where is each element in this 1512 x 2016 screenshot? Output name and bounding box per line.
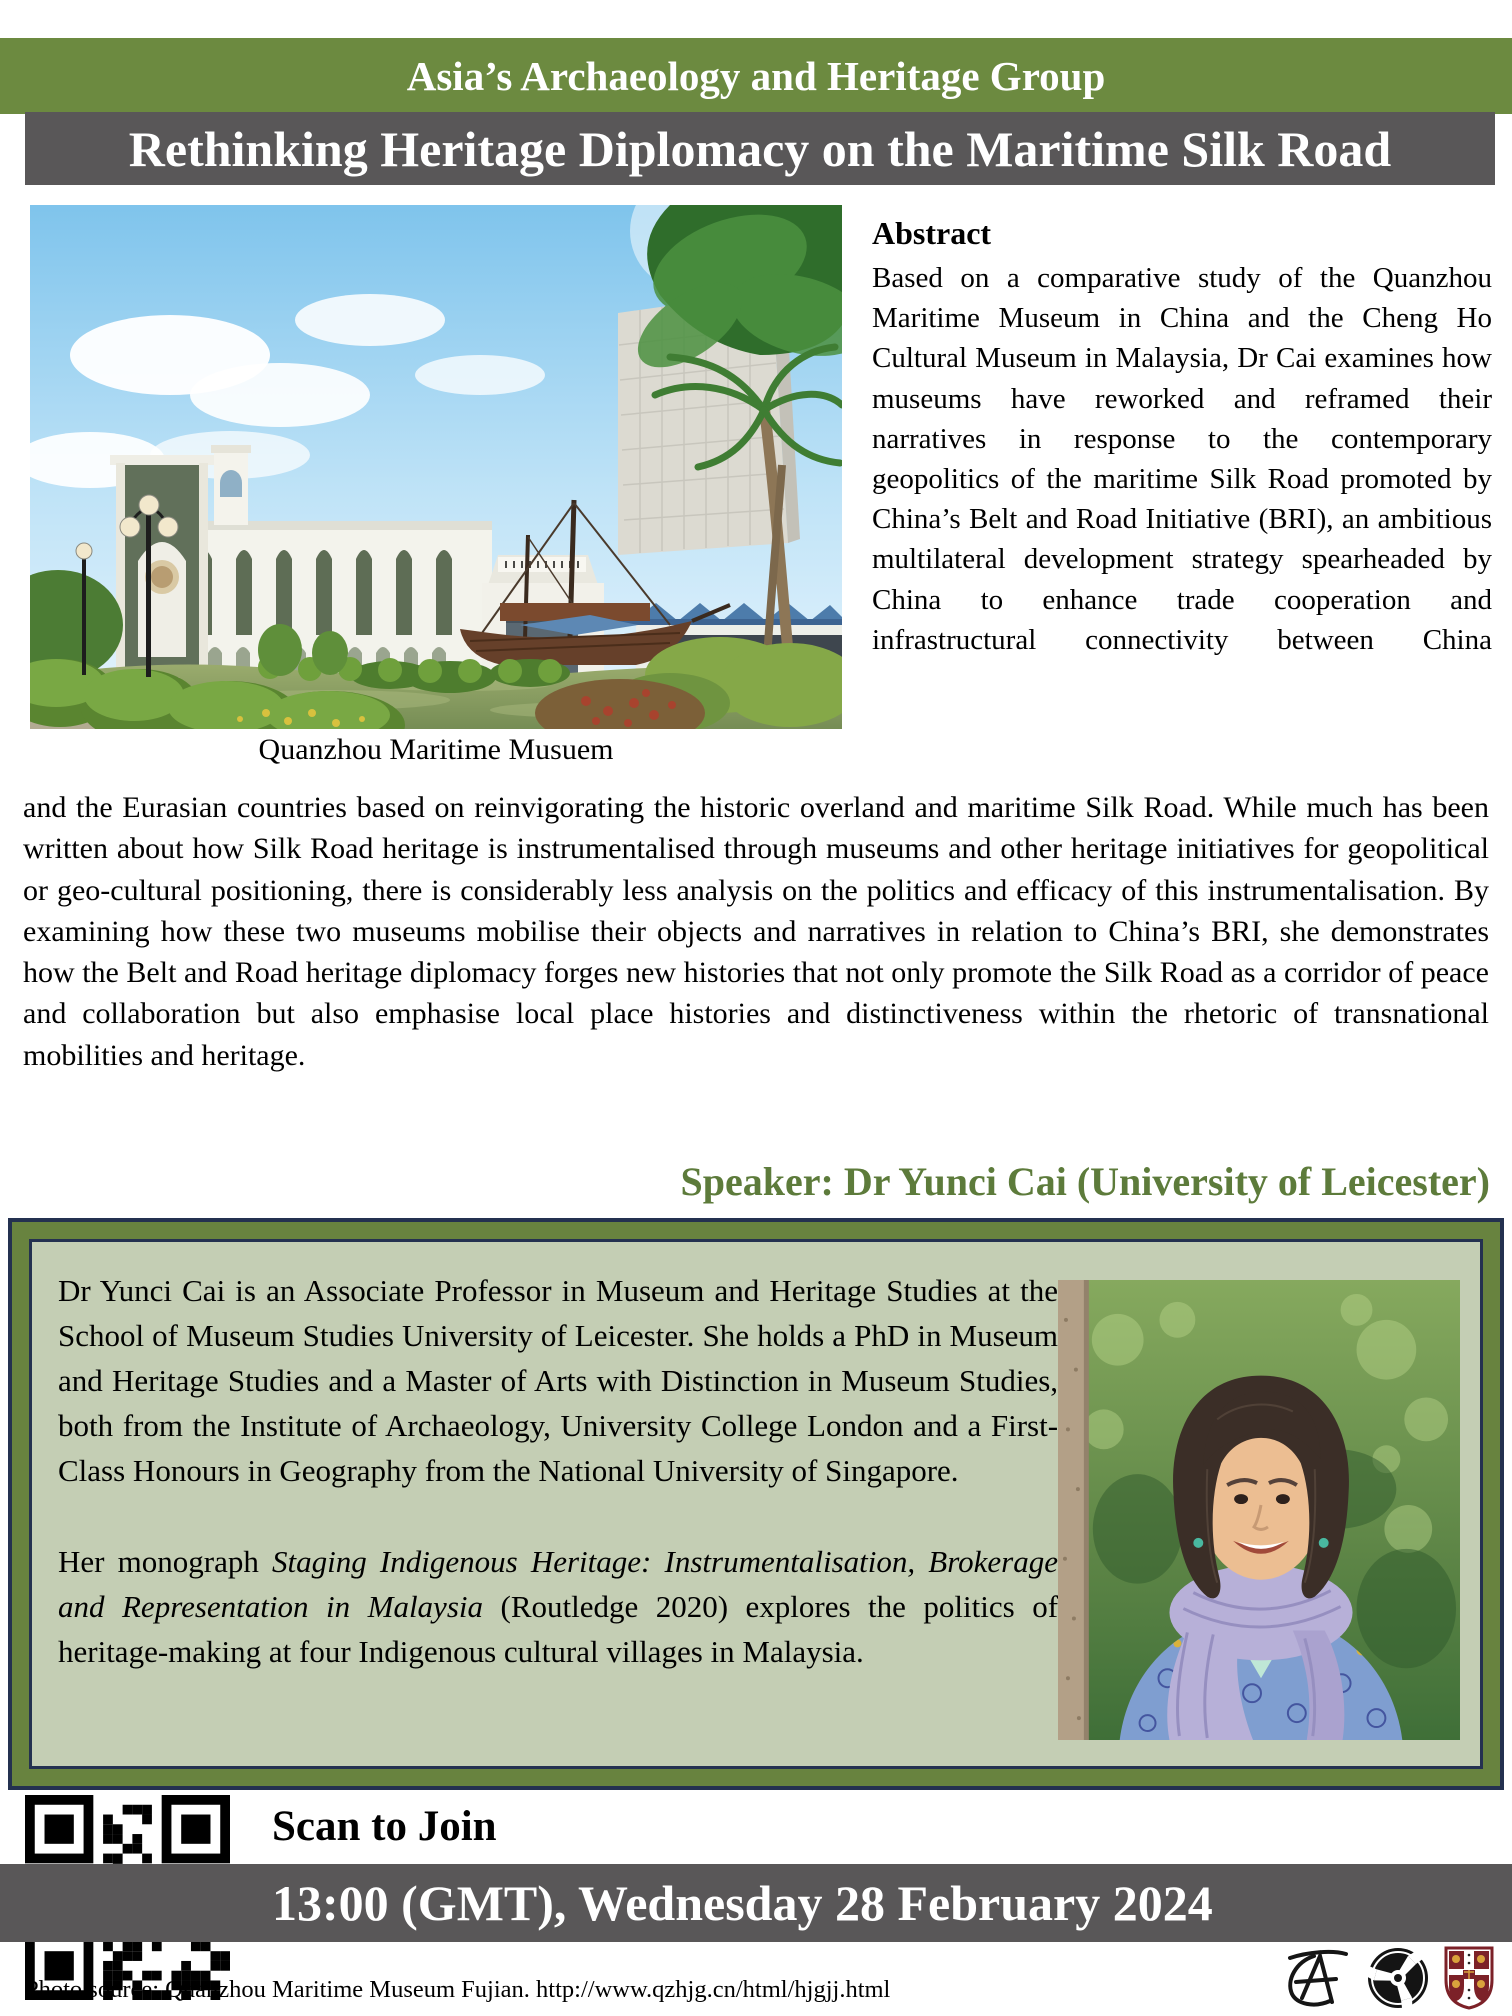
bio-paragraph-2-prefix: Her monograph — [58, 1544, 273, 1579]
bio-paragraph-1: Dr Yunci Cai is an Associate Professor in Museum and Heritage Studies at the School of Museum Studies University of Leicester. She holds a PhD in Museum and Heritage Studies and a Master of Arts with Distinction in Museum Studies, both from the Institute of Archaeology, University College London and a First-Class Honours in Geography from the National University of Singapore. — [58, 1273, 1059, 1488]
logos-row — [1280, 1946, 1494, 2010]
triskelion-icon — [1366, 1946, 1430, 2010]
group-name: Asia’s Archaeology and Heritage Group — [406, 53, 1106, 99]
datetime-bar — [0, 1864, 1512, 1942]
abstract-column-text: Based on a comparative study of the Quanzhou Maritime Museum in China and the Cheng Ho Cultural Museum in Malaysia, Dr Cai examines how museums have reworked and reframed their narratives in response to the contemporary geopolitics of the maritime Silk Road promoted by China’s Belt and Road Initiative (BRI), an ambitious multilateral development strategy spearheaded by China to enhance trade cooperation and infrastructural connectivity between China — [872, 262, 1492, 656]
scan-to-join-label: Scan to Join — [272, 1803, 497, 1850]
speaker-portrait-illustration — [1058, 1280, 1460, 1740]
speaker-photo — [1058, 1280, 1460, 1740]
talk-title-bar — [25, 112, 1495, 185]
abstract-fullwidth-text: and the Eurasian countries based on reinvigorating the historic overland and maritime Silk Road. While much has been written about how Silk Road heritage is instrumentalised through museums and other heritage initiatives for geopolitical or geo-cultural positioning, there is considerably less analysis on the politics and efficacy of this instrumentalisation. By examining how these two museums mobilise their objects and narratives in relation to China’s BRI, she demonstrates how the Belt and Road heritage diplomacy forges new histories that not only promote the Silk Road as a corridor of peace and collaboration but also emphasise local place histories and distinctiveness within the rhetoric of transnational mobilities and heritage. — [23, 791, 1489, 1072]
museum-photo-illustration — [30, 205, 842, 729]
talk-title: Rethinking Heritage Diplomacy on the Maritime Silk Road — [128, 120, 1392, 177]
signature-a-icon — [1280, 1946, 1352, 2010]
photo-caption: Quanzhou Maritime Musuem — [258, 733, 614, 766]
photo-source: Photo source: Quanzhou Maritime Museum Fujian. http://www.qzhjg.cn/html/hjgjj.html — [25, 1976, 891, 2003]
bio-box — [8, 1218, 1504, 1790]
abstract-section — [872, 215, 1492, 660]
cambridge-crest-icon — [1444, 1946, 1494, 2010]
group-header-bar — [0, 38, 1512, 114]
bio-paragraph-2-suffix: (Routledge 2020) explores the politics of heritage-making at four Indigenous cultural villages in Malaysia. — [58, 1589, 1059, 1669]
datetime-text: 13:00 (GMT), Wednesday 28 February 2024 — [272, 1875, 1213, 1931]
abstract-heading: Abstract — [872, 215, 992, 251]
museum-photo — [30, 205, 842, 729]
bio-box-inner — [29, 1239, 1483, 1769]
bio-text — [58, 1268, 1058, 1748]
bio-paragraph-2 — [58, 1539, 1058, 1674]
speaker-line: Speaker: Dr Yunci Cai (University of Leicester) — [680, 1159, 1490, 1204]
bio-monograph-title: Staging Indigenous Heritage: Instrumentalisation, Brokerage and Representation in Malaysia — [58, 1544, 1058, 1624]
